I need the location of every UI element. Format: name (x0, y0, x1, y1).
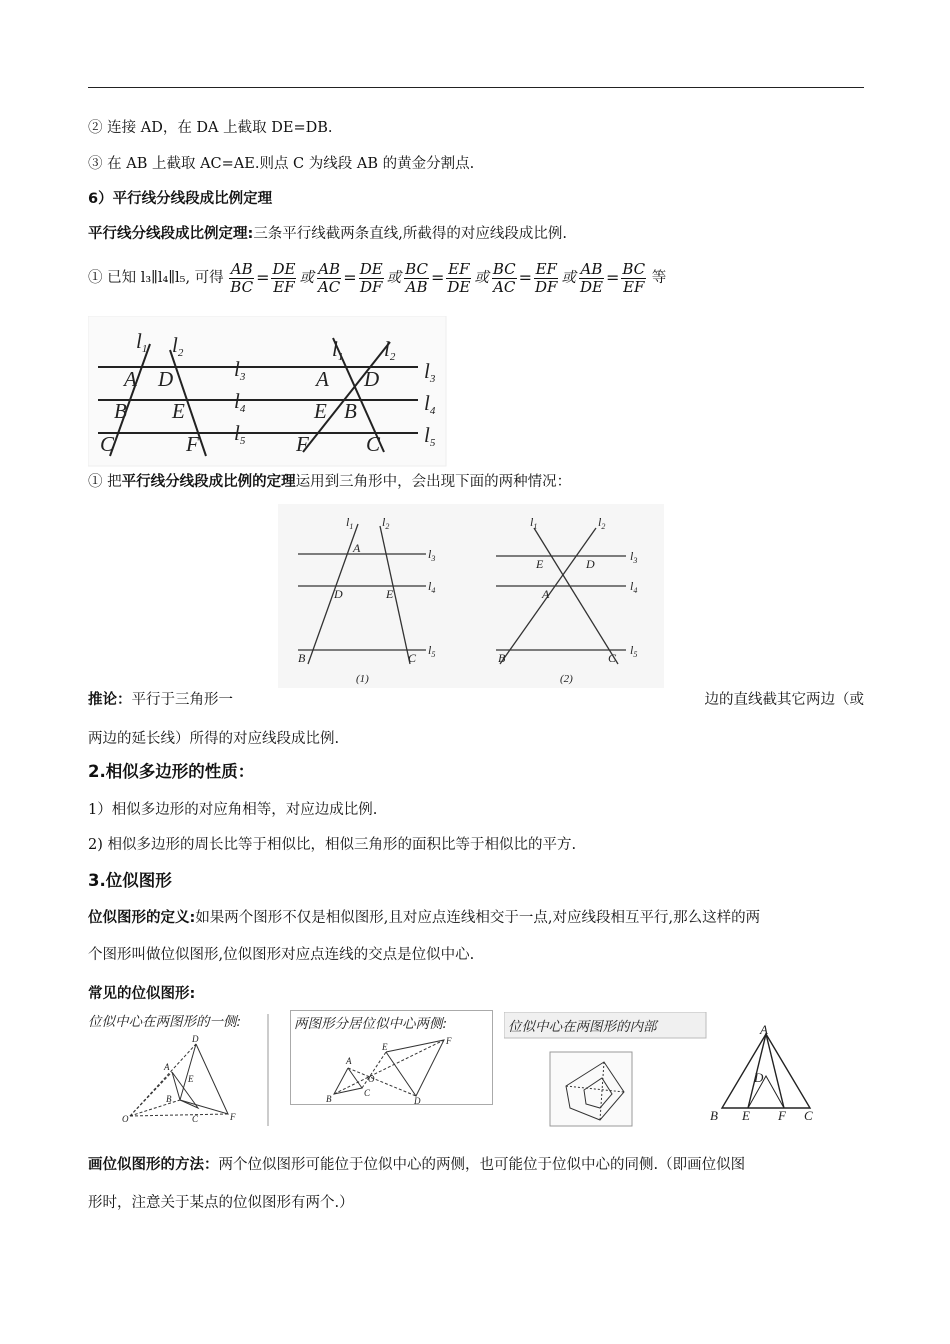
fig1b-label-l3: l3 (424, 359, 436, 385)
equals-sign: = (343, 268, 357, 287)
ratio-2-right: $\frac{EF}{DE}$ (447, 259, 471, 296)
homothety-term: 位似图形的定义: (88, 910, 196, 926)
fig2-l2: $l_2$ (382, 515, 390, 531)
fig2b-l1: $l_1$ (530, 515, 538, 531)
h2-A: A (346, 1056, 352, 1066)
homothety-inside-figure (504, 1012, 708, 1128)
corollary-term: 推论： (88, 692, 132, 708)
fig1b-label-B: B (344, 399, 357, 423)
ratio-4-left: $\frac{AB}{DE}$ (579, 259, 603, 296)
fig2-l5: $l_5$ (428, 643, 436, 659)
h2-C: C (364, 1088, 371, 1098)
section-2-item-1: 1）相似多边形的对应角相等，对应边成比例. (88, 802, 378, 818)
fig1-label-D: D (158, 367, 174, 391)
h1-O: O (122, 1114, 129, 1124)
ratio-3-left: $\frac{BC}{AC}$ (492, 259, 516, 296)
section-6-heading: 6）平行线分线段成比例定理 (88, 191, 273, 207)
fig1b-label-F: F (296, 432, 309, 456)
section-3-heading: 3.位似图形 (88, 871, 172, 890)
h2-O: O (368, 1074, 375, 1084)
fig2-E: E (386, 587, 394, 601)
fig2-C: C (408, 651, 417, 665)
h1-A: A (164, 1062, 170, 1072)
equals-sign: = (256, 268, 270, 287)
ratio-1-left: $\frac{AB}{AC}$ (317, 259, 341, 296)
caption-inside: 位似中心在两图形的内部 (508, 1019, 657, 1035)
corollary-text-b: 边的直线截其它两边（或 (704, 692, 864, 708)
fig2b-l2: $l_2$ (598, 515, 606, 531)
theorem-definition (88, 224, 567, 244)
equals-sign: = (518, 268, 533, 287)
known-prefix: ① 已知 l₃∥l₄∥l₅, 可得 (88, 270, 224, 286)
method-line-1 (88, 1155, 745, 1175)
h4-D: D (754, 1070, 764, 1085)
h2-E: E (382, 1042, 388, 1052)
parallel-lines-figure (88, 316, 448, 468)
h4-F: F (778, 1108, 786, 1123)
ratio-1-right: $\frac{DE}{DF}$ (359, 259, 383, 296)
fig1b-label-l1: l1 (332, 337, 344, 363)
or-word: 或 (299, 270, 314, 286)
fig1b-label-l2: l2 (384, 337, 396, 363)
common-figures-heading: 常见的位似图形: (88, 986, 196, 1002)
apply-prefix: ① 把 (88, 474, 122, 490)
method-text-1: 两个位似图形可能位于位似中心的两侧，也可能位于位似中心的同侧.（即画位似图 (218, 1157, 746, 1173)
fig2-l3: $l_3$ (428, 547, 436, 563)
fig2b-C: C (608, 651, 617, 665)
h1-E: E (188, 1074, 194, 1084)
ratio-0-left: $\frac{AB}{BC}$ (230, 259, 254, 296)
or-word: 或 (386, 270, 402, 286)
fig1-label-C: C (100, 432, 115, 456)
homothety-definition-2: 个图形叫做位似图形,位似图形对应点连线的交点是位似中心. (88, 947, 475, 963)
fig2b-D: D (586, 557, 595, 571)
h2-F: F (446, 1036, 452, 1046)
or-word: 或 (561, 270, 576, 286)
fig2b-B: B (498, 651, 506, 665)
header-rule (88, 87, 864, 88)
fig1-label-F: F (186, 432, 199, 456)
equals-sign: = (605, 268, 620, 287)
fig1-label-l5: l5 (234, 421, 246, 447)
caption-one-side: 位似中心在两图形的一侧: (88, 1014, 242, 1030)
homothety-definition-1 (88, 908, 760, 928)
h2-B: B (326, 1094, 332, 1104)
h1-C: C (192, 1114, 199, 1124)
h1-D: D (192, 1034, 199, 1044)
fig1b-label-A: A (316, 367, 329, 391)
fig1-label-l1: l1 (136, 329, 148, 355)
fig2-A: A (353, 541, 361, 555)
fig1b-label-C: C (366, 432, 381, 456)
fig2b-l3: $l_3$ (630, 549, 638, 565)
homothety-one-side-figure (88, 1010, 270, 1130)
fig1b-label-l4: l4 (424, 391, 436, 417)
ratio-3-right: $\frac{EF}{DF}$ (535, 259, 558, 296)
fig1-label-l3: l3 (234, 357, 246, 383)
fig2b-l4: $l_4$ (630, 579, 638, 595)
fig2-D: D (334, 587, 343, 601)
fig1b-label-D: D (364, 367, 380, 391)
apply-theorem-line (88, 472, 571, 492)
fig1-label-A: A (124, 367, 137, 391)
fig1-label-l2: l2 (172, 333, 184, 359)
ratio-list (228, 259, 647, 296)
ratio-2-left: $\frac{BC}{AB}$ (405, 259, 428, 296)
corollary-line-2: 两边的延长线）所得的对应线段成比例. (88, 731, 340, 747)
homothety-text-1: 如果两个图形不仅是相似图形,且对应点连线相交于一点,对应线段相互平行,那么这样的两 (195, 910, 761, 926)
homothety-two-sides-figure (290, 1010, 494, 1106)
theorem-text: 三条平行线截两条直线,所截得的对应线段成比例. (253, 226, 568, 242)
theorem-term: 平行线分线段成比例定理: (88, 226, 254, 242)
equals-sign: = (430, 268, 445, 287)
h1-F: F (230, 1112, 236, 1122)
fig2-B: B (298, 651, 306, 665)
ratio-0-right: $\frac{DE}{EF}$ (272, 259, 296, 296)
ratio-4-right: $\frac{BC}{EF}$ (622, 259, 646, 296)
fig2-l4: $l_4$ (428, 579, 436, 595)
ratio-formula (88, 258, 666, 298)
h4-A: A (760, 1024, 768, 1037)
corollary-line-1 (88, 690, 233, 710)
caption-two-sides: 两图形分居位似中心两侧: (294, 1016, 448, 1032)
ratio-suffix: 等 (651, 270, 667, 286)
h4-C: C (804, 1108, 813, 1123)
fig2b-E: E (536, 557, 544, 571)
fig1b-label-E: E (314, 399, 327, 423)
apply-suffix: 运用到三角形中，会出现下面的两种情况： (295, 474, 572, 490)
fig2-caption-1: (1) (356, 673, 369, 685)
triangle-cases-figure (278, 504, 664, 688)
step-3: ③ 在 AB 上截取 AC=AE.则点 C 为线段 AB 的黄金分割点. (88, 156, 475, 172)
fig1-label-B: B (114, 399, 127, 423)
h4-E: E (742, 1108, 750, 1123)
section-2-heading: 2.相似多边形的性质： (88, 762, 255, 781)
h1-B: B (166, 1094, 172, 1104)
fig1-label-l4: l4 (234, 389, 246, 415)
step-2: ② 连接 AD，在 DA 上截取 DE=DB. (88, 120, 333, 136)
h2-D: D (414, 1096, 421, 1106)
fig2b-l5: $l_5$ (630, 643, 638, 659)
apply-term: 平行线分线段成比例的定理 (121, 474, 296, 490)
fig2-l1: $l_1$ (346, 515, 354, 531)
fig2-caption-2: (2) (560, 673, 573, 685)
method-term: 画位似图形的方法： (88, 1157, 219, 1173)
method-line-2: 形时，注意关于某点的位似图形有两个.） (88, 1195, 354, 1211)
fig1b-label-l5: l5 (424, 423, 436, 449)
h4-B: B (710, 1108, 718, 1123)
fig1-label-E: E (172, 399, 185, 423)
section-2-item-2: 2) 相似多边形的周长比等于相似比，相似三角形的面积比等于相似比的平方. (88, 837, 577, 853)
homothety-triangle-figure (708, 1024, 820, 1124)
corollary-text-a: 平行于三角形一 (131, 692, 233, 708)
fig2b-A: A (542, 587, 550, 601)
or-word: 或 (474, 270, 489, 286)
